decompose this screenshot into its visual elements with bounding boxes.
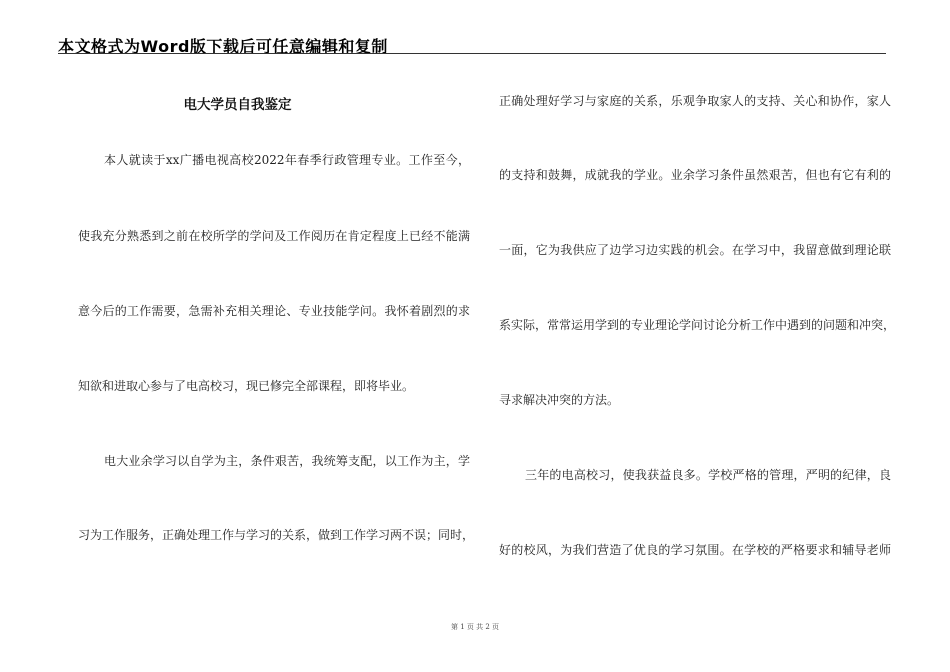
paragraph-line: 寻求解决冲突的方法。: [499, 393, 620, 407]
document-title: 电大学员自我鉴定: [183, 97, 292, 113]
paragraph-line: 一面，它为我供应了边学习边实践的机会。在学习中，我留意做到理论联: [499, 243, 891, 257]
paragraph-line: 意今后的工作需要，急需补充相关理论、专业技能学问。我怀着剧烈的求: [78, 304, 470, 318]
paragraph-line: 使我充分熟悉到之前在校所学的学问及工作阅历在肯定程度上已经不能满: [78, 229, 470, 243]
paragraph-line: 系实际，常常运用学到的专业理论学问讨论分析工作中遇到的问题和冲突，: [499, 318, 896, 332]
paragraph-line: 好的校风，为我们营造了优良的学习氛围。在学校的严格要求和辅导老师: [499, 543, 891, 557]
paragraph-line: 习为工作服务，正确处理工作与学习的关系，做到工作学习两不误；同时，: [78, 528, 475, 542]
paragraph-line: 本人就读于xx广播电视高校2022年春季行政管理专业。工作至今，: [104, 153, 470, 167]
paragraph-line: 知欲和进取心参与了电高校习，现已修完全部课程，即将毕业。: [78, 379, 415, 393]
paragraph-line: 正确处理好学习与家庭的关系，乐观争取家人的支持、关心和协作，家人: [499, 94, 891, 108]
paragraph-line: 三年的电高校习，使我获益良多。学校严格的管理，严明的纪律，良: [525, 468, 891, 482]
paragraph-line: 电大业余学习以自学为主，条件艰苦，我统筹支配，以工作为主，学: [104, 454, 470, 468]
page-number: 第 1 页 共 2 页: [450, 623, 500, 631]
paragraph-line: 的支持和鼓舞，成就我的学业。业余学习条件虽然艰苦，但也有它有利的: [499, 168, 891, 182]
download-banner: 本文格式为Word版下载后可任意编辑和复制: [58, 37, 388, 56]
header-divider: [58, 53, 886, 54]
